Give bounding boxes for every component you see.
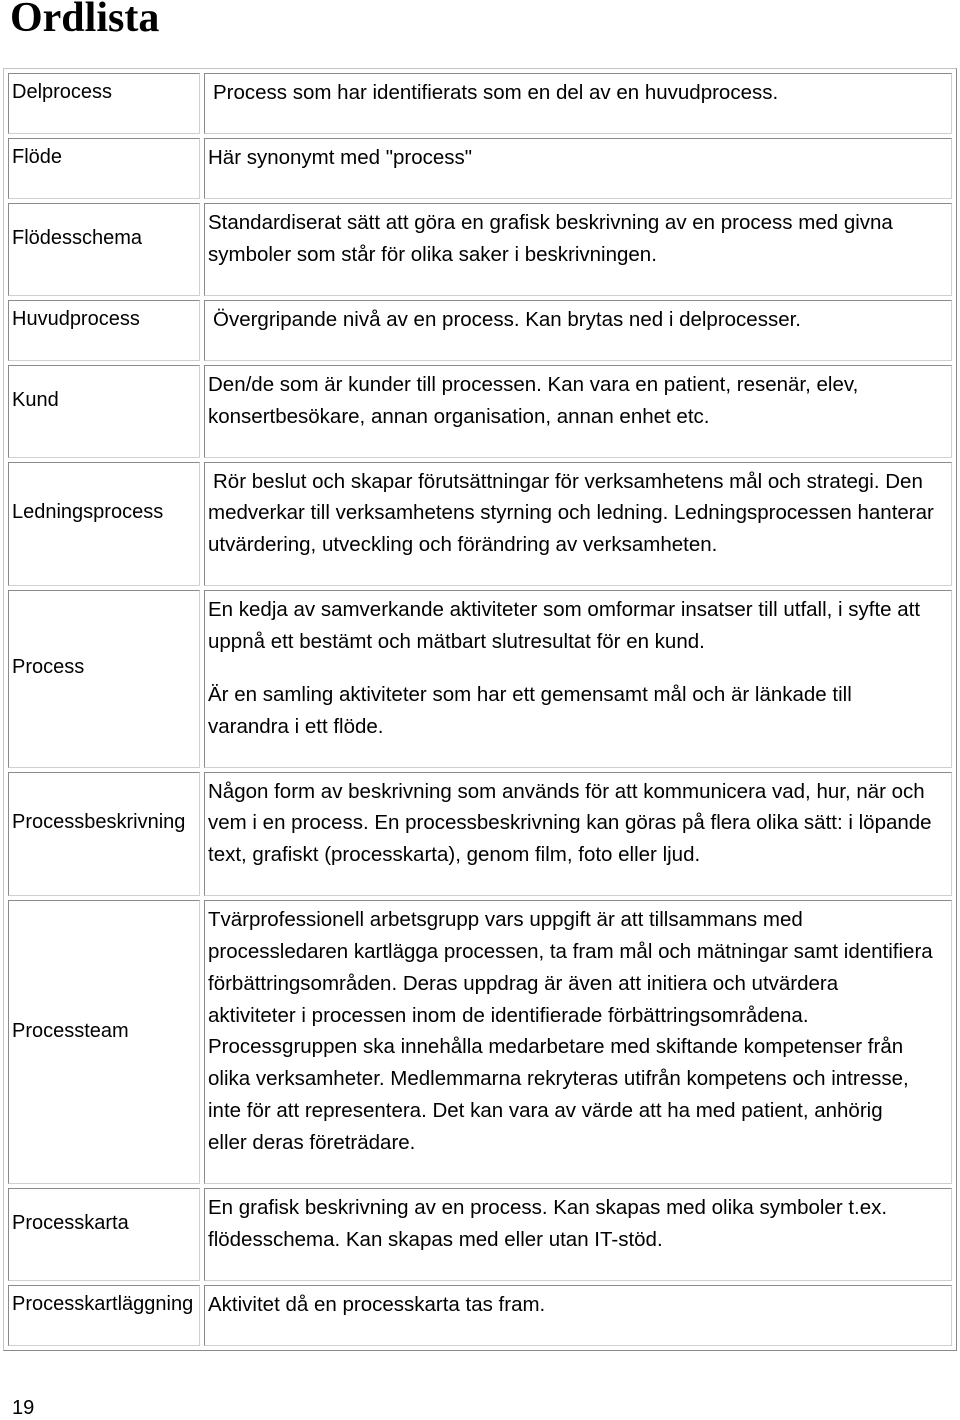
- glossary-term: [8, 138, 200, 199]
- glossary-row: [8, 365, 952, 458]
- definition-line: En grafisk beskrivning av en process. Kan skapas med olika symboler t.ex.: [208, 1195, 888, 1219]
- definition-line: Standardiserat sätt att göra en grafisk beskrivning av en process med givna: [208, 210, 893, 234]
- glossary-term: [8, 1188, 200, 1281]
- term-label: Flödesschema: [12, 226, 143, 249]
- term-label: Huvudprocess: [12, 307, 140, 330]
- glossary-definition: [204, 1188, 952, 1281]
- definition-line: Tvärprofessionell arbetsgrupp vars uppgift är att tillsammans med: [208, 908, 803, 932]
- glossary-row: [8, 138, 952, 199]
- glossary-row: [8, 1285, 952, 1346]
- definition-line: Rör beslut och skapar förutsättningar för verksamhetens mål och strategi. Den: [213, 469, 923, 493]
- glossary-definition: [204, 203, 952, 296]
- term-label: Processkartläggning: [12, 1292, 194, 1315]
- definition-line: förbättringsområden. Deras uppdrag är även att initiera och utvärdera: [208, 971, 839, 995]
- definition-line: Övergripande nivå av en process. Kan brytas ned i delprocesser.: [213, 307, 801, 331]
- definition-line: varandra i ett flöde.: [208, 714, 384, 738]
- glossary-definition: [204, 365, 952, 458]
- definition-line: Här synonymt med "process": [208, 145, 473, 169]
- glossary-row: [8, 203, 952, 296]
- glossary-term: [8, 590, 200, 768]
- definition-line: olika verksamheter. Medlemmarna rekryteras utifrån kompetens och intresse,: [208, 1067, 909, 1091]
- glossary-term: [8, 462, 200, 587]
- glossary-row: [8, 462, 952, 587]
- glossary-term: [8, 365, 200, 458]
- definition-line: symboler som står för olika saker i beskrivningen.: [208, 242, 657, 266]
- glossary-definition: [204, 900, 952, 1184]
- definition-line: konsertbesökare, annan organisation, annan enhet etc.: [208, 404, 710, 428]
- term-label: Ledningsprocess: [12, 501, 164, 524]
- glossary-term: [8, 203, 200, 296]
- definition-line: Den/de som är kunder till processen. Kan vara en patient, resenär, elev,: [208, 372, 859, 396]
- definition-line: Aktivitet då en processkarta tas fram.: [208, 1292, 546, 1316]
- definition-line: text, grafiskt (processkarta), genom film, foto eller ljud.: [208, 843, 701, 867]
- definition-line: utvärdering, utveckling och förändring av verksamheten.: [208, 533, 718, 557]
- glossary-definition: [204, 590, 952, 768]
- page-number: 19: [12, 1397, 35, 1419]
- glossary-row: [8, 300, 952, 361]
- glossary-term: [8, 73, 200, 134]
- glossary-table: [3, 68, 957, 1351]
- term-label: Processkarta: [12, 1211, 129, 1234]
- glossary-row: [8, 900, 952, 1184]
- glossary-definition: [204, 1285, 952, 1346]
- definition-line: medverkar till verksamhetens styrning och ledning. Ledningsprocessen hanterar: [208, 501, 934, 525]
- glossary-definition: [204, 300, 952, 361]
- definition-line: Någon form av beskrivning som används för att kommunicera vad, hur, när och: [208, 779, 925, 803]
- glossary-term: [8, 772, 200, 897]
- definition-line: eller deras företrädare.: [208, 1130, 416, 1154]
- definition-line: flödesschema. Kan skapas med eller utan IT-stöd.: [208, 1227, 663, 1251]
- glossary-definition: [204, 772, 952, 897]
- definition-line: processledaren kartlägga processen, ta fram mål och mätningar samt identifiera: [208, 940, 933, 964]
- glossary-row: [8, 1188, 952, 1281]
- glossary-term: [8, 300, 200, 361]
- term-label: Flöde: [12, 145, 63, 168]
- definition-line: vem i en process. En processbeskrivning kan göras på flera olika sätt: i löpande: [208, 811, 932, 835]
- definition-line: aktiviteter i processen inom de identifierade förbättringsområdena.: [208, 1003, 809, 1027]
- term-label: Processteam: [12, 1019, 129, 1042]
- definition-line: uppnå ett bestämt och mätbart slutresultat för en kund.: [208, 629, 705, 653]
- term-label: Delprocess: [12, 81, 113, 103]
- definition-line: En kedja av samverkande aktiviteter som omformar insatser till utfall, i syfte att: [208, 598, 921, 622]
- glossary-definition: [204, 138, 952, 199]
- glossary-term: [8, 900, 200, 1184]
- glossary-definition: [204, 73, 952, 134]
- glossary-definition: [204, 462, 952, 587]
- term-label: Process: [12, 656, 85, 679]
- glossary-term: [8, 1285, 200, 1346]
- definition-line: Process som har identifierats som en del av en huvudprocess.: [213, 81, 779, 104]
- definition-line: Processgruppen ska innehålla medarbetare med skiftande kompetenser från: [208, 1035, 904, 1059]
- term-label: Kund: [12, 388, 59, 411]
- page-title: Ordlista: [10, 0, 160, 41]
- definition-line: inte för att representera. Det kan vara av värde att ha med patient, anhörig: [208, 1099, 883, 1123]
- glossary-row: [8, 772, 952, 897]
- definition-line: Är en samling aktiviteter som har ett gemensamt mål och är länkade till: [208, 682, 852, 706]
- glossary-row: [8, 73, 952, 134]
- glossary-row: [8, 590, 952, 768]
- term-label: Processbeskrivning: [12, 811, 186, 834]
